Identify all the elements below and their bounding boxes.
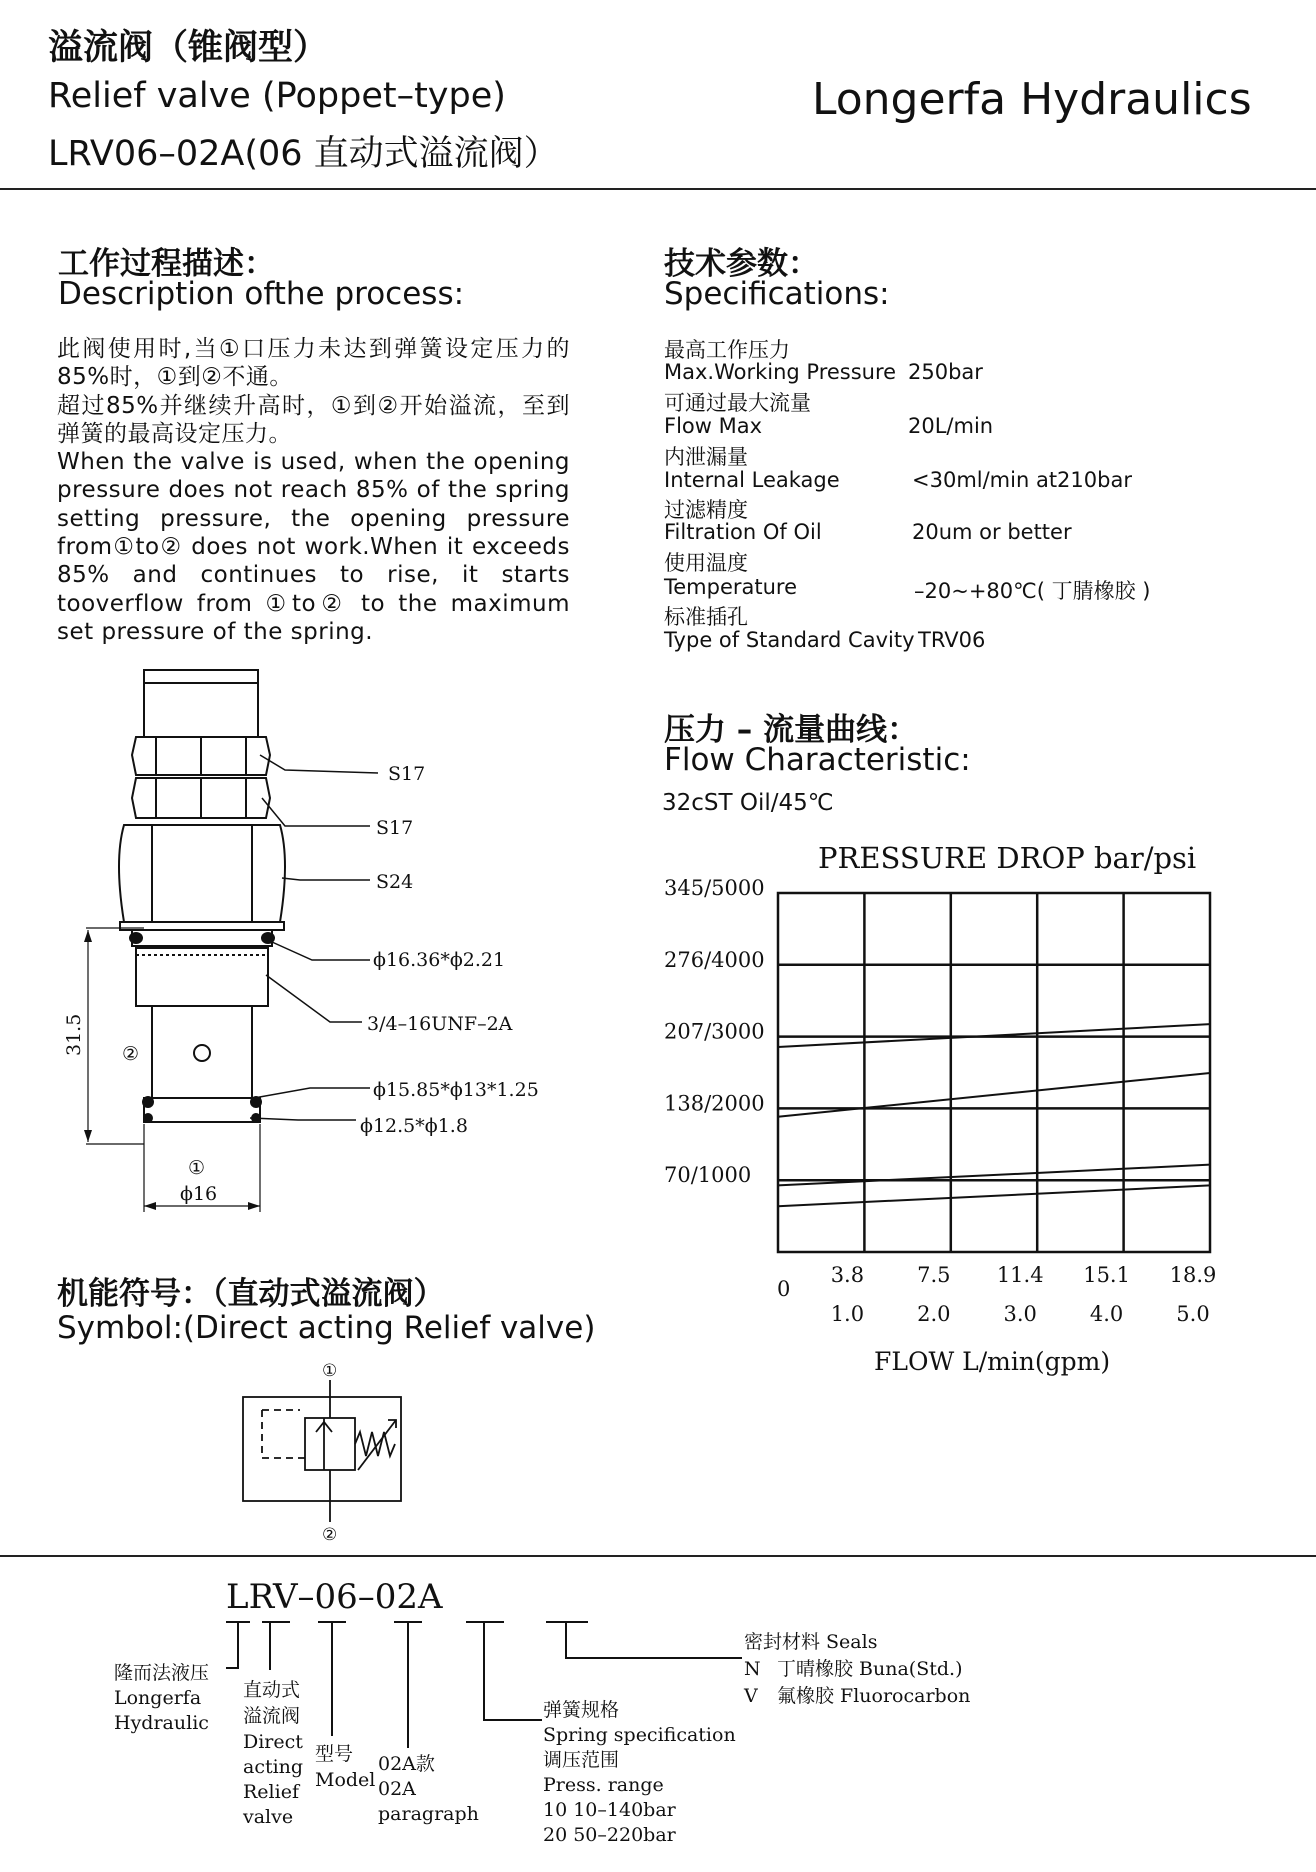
spec-label-cn: 过滤精度 <box>664 498 748 522</box>
ordering-code <box>100 1565 1000 1865</box>
valve-cap-body <box>144 683 258 737</box>
header-divider <box>0 188 1316 190</box>
ordering-seal-n-code: N <box>744 1658 761 1680</box>
label-thread: 3/4–16UNF–2A <box>367 1013 513 1035</box>
thread-section <box>136 948 268 1006</box>
description-paragraph: 超过85%并继续升高时，①到②开始溢流，至到弹簧的最高设定压力。 <box>57 392 570 447</box>
valve-cap-top <box>144 670 258 683</box>
spec-label-cn: 内泄漏量 <box>664 445 748 469</box>
ordering-model: LRV–06–02A <box>226 1577 443 1617</box>
chart-x-ticks <box>831 1263 1217 1326</box>
oil-spec: 32cST Oil/45℃ <box>662 790 834 816</box>
chart-y-tick-label: 345/5000 <box>664 876 765 900</box>
chart-y-tick-label: 138/2000 <box>664 1091 765 1116</box>
valve-drawing <box>0 650 600 1230</box>
label-port-1: ① <box>188 1157 206 1179</box>
label-oring-bottom: ϕ12.5*ϕ1.8 <box>360 1115 468 1137</box>
spec-label-cn: 可通过最大流量 <box>664 391 811 415</box>
ordering-para-cn: 02A款 <box>378 1753 435 1775</box>
ordering-seal-v: 氟橡胶 Fluorocarbon <box>777 1685 971 1707</box>
chart-x-tick-label-gpm: 2.0 <box>917 1302 951 1326</box>
label-oring-top: ϕ16.36*ϕ2.21 <box>373 949 506 971</box>
chart-series-line <box>778 1185 1210 1206</box>
flow-heading-en: Flow Characteristic: <box>664 742 971 778</box>
symbol-heading-en: Symbol:(Direct acting Relief valve) <box>57 1310 596 1346</box>
chart-x-label: FLOW L/min(gpm) <box>874 1347 1111 1376</box>
ordering-range-20: 20 50–220bar <box>543 1824 676 1846</box>
description-heading-en: Description ofthe process: <box>58 276 465 312</box>
ordering-brand-en-1: Longerfa <box>114 1687 202 1709</box>
label-oring-mid: ϕ15.85*ϕ13*1.25 <box>373 1079 539 1101</box>
chart-title: PRESSURE DROP bar/psi <box>818 841 1197 875</box>
spec-value: 250bar <box>908 360 983 384</box>
chart-y-tick-label: 276/4000 <box>664 947 765 972</box>
spec-label-en: Max.Working Pressure <box>664 360 897 384</box>
ordering-model-cn: 型号 <box>315 1743 354 1765</box>
label-s17-bottom: S17 <box>376 817 414 839</box>
ordering-type-en: acting <box>243 1756 304 1778</box>
spec-value: 20um or better <box>912 520 1072 544</box>
description-body <box>57 335 570 646</box>
flow-chart <box>640 820 1280 1390</box>
chart-x-tick-label-gpm: 4.0 <box>1089 1302 1124 1326</box>
spec-label-en: Type of Standard Cavity <box>664 628 915 652</box>
ordering-range-10: 10 10–140bar <box>543 1799 676 1821</box>
ordering-type-en: Relief <box>243 1781 299 1803</box>
chart-frame <box>778 893 1210 1252</box>
chart-series-line <box>778 1073 1210 1117</box>
spec-label-en: Flow Max <box>664 414 763 438</box>
spec-value: 20L/min <box>908 414 994 438</box>
chart-x-origin: 0 <box>777 1277 791 1301</box>
spec-label-en: Filtration Of Oil <box>664 520 822 544</box>
specifications-heading-en: Specifications: <box>664 276 890 312</box>
ordering-range-cn: 调压范围 <box>543 1749 620 1771</box>
ordering-range-en: Press. range <box>543 1774 664 1796</box>
hex-body-s24 <box>119 825 285 922</box>
ordering-para-en-1: 02A <box>378 1778 416 1800</box>
description-heading-cn: 工作过程描述： <box>58 246 275 282</box>
chart-x-tick-label: 3.8 <box>830 1263 865 1287</box>
label-diameter: ϕ16 <box>180 1183 218 1205</box>
chart-x-tick-label: 18.9 <box>1169 1263 1217 1287</box>
label-s24: S24 <box>376 871 414 893</box>
chart-x-tick-label-gpm: 1.0 <box>830 1302 865 1326</box>
brand-name: Longerfa Hydraulics <box>812 74 1252 125</box>
spec-label-cn: 标准插孔 <box>664 605 748 629</box>
description-paragraph: 此阀使用时,当①口压力未达到弹簧设定压力的85%时，①到②不通。 <box>57 336 570 391</box>
spec-value: TRV06 <box>918 628 986 652</box>
chart-y-ticks <box>664 876 765 1187</box>
label-port-2: ② <box>122 1043 140 1065</box>
chart-x-tick-label-gpm: 3.0 <box>1003 1302 1037 1326</box>
ordering-type-en: valve <box>243 1806 294 1828</box>
chart-y-tick-label: 70/1000 <box>664 1163 752 1188</box>
chart-x-tick-label-gpm: 5.0 <box>1176 1302 1210 1326</box>
chart-y-tick-label: 207/3000 <box>664 1019 765 1044</box>
ordering-brand-cn: 隆而法液压 <box>114 1662 210 1684</box>
symbol-heading-cn: 机能符号：（直动式溢流阀） <box>57 1276 445 1312</box>
chart-x-tick-label: 7.5 <box>917 1263 951 1287</box>
label-s17-top: S17 <box>388 763 426 785</box>
title-cn: 溢流阀（锥阀型） <box>48 28 329 68</box>
ordering-type-cn-2: 溢流阀 <box>243 1705 301 1727</box>
specifications-heading-cn: 技术参数： <box>664 246 819 282</box>
ordering-seals-head: 密封材料 Seals <box>744 1631 878 1653</box>
spec-value: <30ml/min at210bar <box>912 468 1132 492</box>
title-en: Relief valve (Poppet–type) <box>48 76 506 116</box>
description-paragraph: When the valve is used, when the opening pressure does not reach 85% of the spring setting pressure, the opening pressure from①to② does not work.When it exceeds 85% and continues to rise, it starts tooverflow from ①to② to the maximum set pressure of the spring. <box>57 449 570 645</box>
spec-value: –20~+80℃( 丁腈橡胶 ) <box>914 579 1151 603</box>
chart-x-tick-label: 11.4 <box>996 1263 1044 1287</box>
label-height: 31.5 <box>63 1013 85 1056</box>
chart-series-line <box>778 1165 1210 1186</box>
flow-heading-cn: 压力 – 流量曲线： <box>664 712 919 748</box>
ordering-type-en: Direct <box>243 1731 303 1753</box>
chart-x-tick-label: 15.1 <box>1083 1263 1130 1287</box>
spec-label-cn: 最高工作压力 <box>664 338 790 362</box>
title-model: LRV06–02A(06 直动式溢流阀） <box>48 134 559 174</box>
chart-grid <box>778 893 1210 1252</box>
ordering-seal-v-code: V <box>744 1685 758 1707</box>
ordering-seal-n: 丁晴橡胶 Buna(Std.) <box>777 1658 963 1680</box>
ordering-brand-en-2: Hydraulic <box>114 1712 209 1734</box>
port-2-hole <box>194 1045 210 1061</box>
spec-label-cn: 使用温度 <box>664 551 748 575</box>
ordering-para-en-2: paragraph <box>378 1803 479 1825</box>
ordering-spring-cn: 弹簧规格 <box>543 1699 620 1721</box>
ordering-model-en: Model <box>315 1769 376 1791</box>
relief-valve-symbol <box>230 1350 420 1550</box>
ordering-type-cn-1: 直动式 <box>243 1679 301 1701</box>
spec-label-en: Temperature <box>664 575 798 599</box>
symbol-port-top: ① <box>322 1361 338 1381</box>
valve-lower-body <box>152 1006 252 1098</box>
spec-label-en: Internal Leakage <box>664 468 840 492</box>
symbol-port-bottom: ② <box>322 1525 338 1545</box>
chart-series-group <box>778 1024 1210 1206</box>
ordering-divider <box>0 1555 1316 1557</box>
ordering-spring-en: Spring specification <box>543 1724 736 1746</box>
